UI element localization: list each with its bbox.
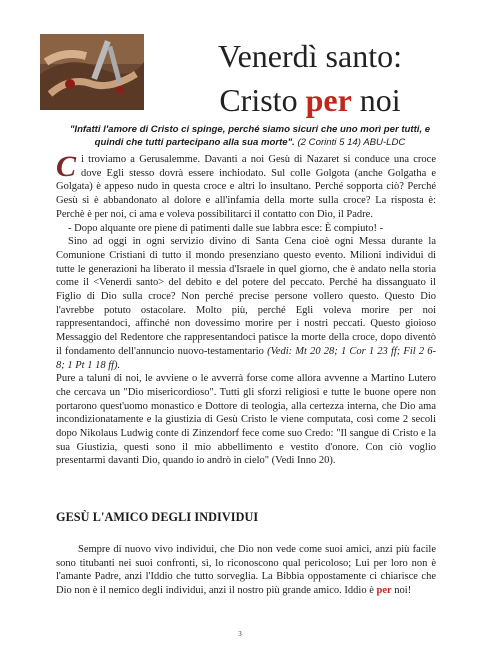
title-highlight-per: per bbox=[305, 82, 352, 118]
title-line-2-a: Cristo bbox=[219, 82, 306, 118]
hands-nails-photo bbox=[40, 34, 144, 110]
quote-text: "Infatti l'amore di Cristo ci spinge, perché siamo sicuri che uno morì per tutti, e quindi che tutti partecipano alla sua morte". bbox=[69, 124, 431, 148]
section-text bbox=[56, 543, 436, 598]
page-number: 3 bbox=[238, 630, 242, 638]
paragraph-2: - Dopo alquante ore piene di patimenti dalle sue labbra esce: È compiuto! - bbox=[68, 222, 384, 234]
paragraph-1 bbox=[56, 150, 436, 222]
section-paragraph-end: noi! bbox=[391, 585, 412, 597]
title-line-2 bbox=[160, 78, 460, 122]
scripture-references: (Vedi: Mt 20 28; 1 Cor 1 23 ff; Fil 2 6-8; 1 Pt 1 18 ff). bbox=[56, 345, 437, 371]
page-title bbox=[160, 34, 460, 122]
section-paragraph-text: Sempre di nuovo vivo individui, che Dio non vede come suoi amici, anzi più facile sono titubanti nei suoi confronti, sì, lo riconoscono qual pericoloso; Lui per loro non è l'amante Padre, anzi l'Iddio che tutto sorveglia. La Bibbia oppostamente ci chiarisce che Dio non è il nemico degli individui, anzi il nostro più grande amico. Iddio è bbox=[56, 544, 436, 597]
paragraph-3 bbox=[56, 235, 436, 372]
paragraph-3-text: Sino ad oggi in ogni servizio divino di Santa Cena cioè ogni Messa durante la Comunione Cristiani di tutto il mondo presenziano questo evento. Milioni individui di tutte le generazioni ha liberato il messia d'Israele in quel giorno, che è andato nella storia come il <Venerdì santo> del debito e del potere del peccato. Perché ha dissanguato il Figlio di Dio sulla croce? Non perché precise persone vollero questo. Questo Dio l'avrebbe potuto ostacolare. Molto più, perché Egli voleva morire per noi rappresentandoci, affinché non dovessimo morire per i nostri peccati. Questo gioioso Messaggio del Redentore che rappresentandoci patisce la morte della croce, dopo diventò il fondamento dell'annuncio nuovo-testamentario bbox=[56, 236, 436, 357]
title-line-2-b: noi bbox=[351, 82, 401, 118]
section-paragraph bbox=[56, 543, 436, 598]
quote-reference: (2 Corinti 5 14) ABU-LDC bbox=[297, 136, 406, 148]
paragraph-4: Pure a taluni di noi, le avviene o le avverrà forse come allora avvenne a Martino Lutero che cercava un "Dio misericordioso". Tutti gli sforzi religiosi e tutte le buone opere non portarono quest'uomo monastico e Dottore di teologia, alla certezza interna, che Dio ama incondizionatamente e la giustizia di Gesù Cristo le viene computata, così come 2 secoli dopo Nikolaus Ludwig conte di Zinzendorf fece come suo Credo: "Il sangue di Cristo e la sua Giustizia, questi sono il mio abbellimento e vestito d'onore. Con ciò voglio presentarmi davanti Dio, quando io andrò in cielo" (Vedi Inno 20). bbox=[56, 373, 436, 467]
paragraph-1-text: i troviamo a Gerusalemme. Davanti a noi Gesù di Nazaret si conduce una croce dove Egli stesso dovrà essere inchiodato. Sul colle Golgota (anche Golgatha e Golgata) è appeso nudo in questa croce e altri lo insultano. Perché sopporta ciò? Perché Gesù si è abbandonato al dolore e all'infamia della morte sulla croce? La risposta è: Perchè è per noi, ci ama e voleva possibilitarci il contatto con Dio, il Padre. bbox=[56, 154, 436, 220]
bible-quote bbox=[58, 124, 442, 149]
drop-cap: C bbox=[56, 150, 77, 183]
main-text bbox=[56, 150, 437, 468]
title-line-1: Venerdì santo: bbox=[218, 38, 402, 74]
section-heading: GESÙ L'AMICO DEGLI INDIVIDUI bbox=[56, 510, 259, 524]
highlight-per: per bbox=[376, 585, 392, 597]
